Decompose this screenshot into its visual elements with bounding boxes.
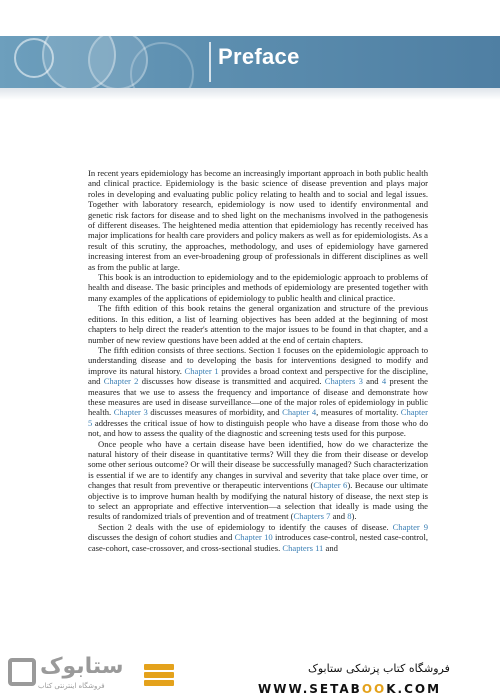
shop-url <box>258 682 441 696</box>
header-shadow <box>0 88 500 100</box>
paragraph-text: ). <box>351 511 357 522</box>
header-divider <box>209 42 211 82</box>
chapter-link[interactable]: Chapter 5 <box>88 407 428 428</box>
paragraph-text: In recent years epidemiology has become an increasingly important approach in both public health and clinical practice. Epidemiology is the basic science of disease prevention and plays major roles in developing and evaluating public policy relating to health and to social and legal issues. Together with laboratory research, epidemiology is now used to identify environmental and genetic risk factors for disease and to shed light on the mechanisms involved in the pathogenesis of different diseases. The heightened media attention that epidemiology has recently received has major implications for health care providers and policy makers as well as for epidemiologists. As a result of this scrutiny, the approaches, methodology, and uses of epidemiology have garnered increasing interest from an ever-broadening group of professionals in different disciplines as well as from the public at large. <box>88 168 428 272</box>
chapter-link[interactable]: Chapters 11 <box>282 542 324 553</box>
chapter-link[interactable]: Chapters 3 <box>324 376 363 387</box>
paragraph-text: ). Because our ultimate objective is to improve human health by modifying the natural history of disease, the next step is to select an appropriate and effective intervention—a selection that ideally is made using the results of randomized trials of prevention and of treatment ( <box>88 480 428 522</box>
paragraph-text: discusses how disease is transmitted and acquired. <box>138 376 325 387</box>
preface-paragraph <box>88 345 428 439</box>
paragraph-text: This book is an introduction to epidemiology and to the epidemiologic approach to problems of health and disease. The basic principles and methods of epidemiology are presented together with many examples of the applications of epidemiology to public health and clinical practice. <box>88 272 428 303</box>
chapter-link[interactable]: Chapters 7 <box>293 511 331 522</box>
paragraph-text: Once people who have a certain disease have been identified, how do we characterize the natural history of their disease in quantitative terms? Will they die from their disease or develop some other serious outcome? Or will their disease be successfully managed? Such characterization is essential if we are to identify any changes in survival and severity that take place over time, or changes that result from preventive or therapeutic interventions ( <box>88 438 428 491</box>
watermark-footer <box>0 650 500 700</box>
chapter-link[interactable]: Chapter 3 <box>113 407 148 418</box>
preface-paragraph <box>88 303 428 345</box>
setabook-logo <box>8 654 138 694</box>
chapter-header-band <box>0 36 500 88</box>
url-prefix: WWW.SETAB <box>258 682 362 696</box>
shop-name: فروشگاه کتاب پزشکی ستابوک <box>308 662 450 675</box>
paragraph-text: and <box>330 511 348 522</box>
paragraph-text: addresses the critical issue of how to distinguish people who have a disease from those who do not, and how to assess the quality of the diagnostic and screening tests used for this purpose. <box>88 417 428 439</box>
paragraph-text: present the measures that we use to assess the frequency and importance of disease and demonstrate how these measures are used in disease surveillance—one of the major roles of epidemiology in public health. <box>88 376 428 418</box>
paragraph-text: The fifth edition of this book retains the general organization and structure of the previous editions. In this edition, a list of learning objectives has been added at the beginning of most chapters to help direct the reader's attention to the major issues to be found in that chapter, and a number of new review questions have been added at the end of certain chapters. <box>88 303 428 345</box>
paragraph-text: introduces case-control, nested case-control, case-cohort, case-crossover, and cross-sectional studies. <box>88 532 428 553</box>
book-stack-icon <box>142 660 176 690</box>
paragraph-text: and <box>362 376 382 387</box>
chapter-link[interactable]: Chapter 6 <box>313 480 348 491</box>
preface-paragraph <box>88 168 428 272</box>
preface-paragraph <box>88 272 428 303</box>
paragraph-text: provides a broad context and perspective for the discipline, and <box>88 365 428 387</box>
preface-paragraph <box>88 522 428 553</box>
preface-body <box>88 168 428 553</box>
chapter-link[interactable]: Chapter 1 <box>184 365 219 376</box>
paragraph-text: , measures of mortality. <box>316 407 401 418</box>
chapter-link[interactable]: Chapter 2 <box>103 376 139 387</box>
url-o-accent: O <box>361 682 375 696</box>
paragraph-text: Section 2 deals with the use of epidemiology to identify the causes of disease. <box>98 521 393 532</box>
chapter-link[interactable]: 8 <box>347 511 352 522</box>
preface-paragraph <box>88 439 428 522</box>
chapter-link[interactable]: 4 <box>381 376 387 387</box>
paragraph-text: discusses measures of morbidity, and <box>147 407 283 418</box>
page-title: Preface <box>218 44 300 69</box>
logo-subtitle: فروشگاه اینترنتی کتاب <box>38 682 105 690</box>
chapter-link[interactable]: Chapter 9 <box>392 521 428 532</box>
chapter-link[interactable]: Chapter 4 <box>282 407 317 418</box>
paragraph-text: and <box>323 542 338 553</box>
logo-box-icon <box>8 658 36 686</box>
logo-text: ستابوک <box>40 654 124 679</box>
paragraph-text: discusses the design of cohort studies and <box>88 532 235 543</box>
chapter-link[interactable]: Chapter 10 <box>234 532 273 543</box>
paragraph-text: The fifth edition consists of three sections. Section 1 focuses on the epidemiologic approach to understanding disease and to developing the basis for interventions designed to modify and improve its natural history. <box>88 344 428 376</box>
url-o-accent: O <box>374 682 387 696</box>
url-suffix: K.COM <box>386 682 442 696</box>
